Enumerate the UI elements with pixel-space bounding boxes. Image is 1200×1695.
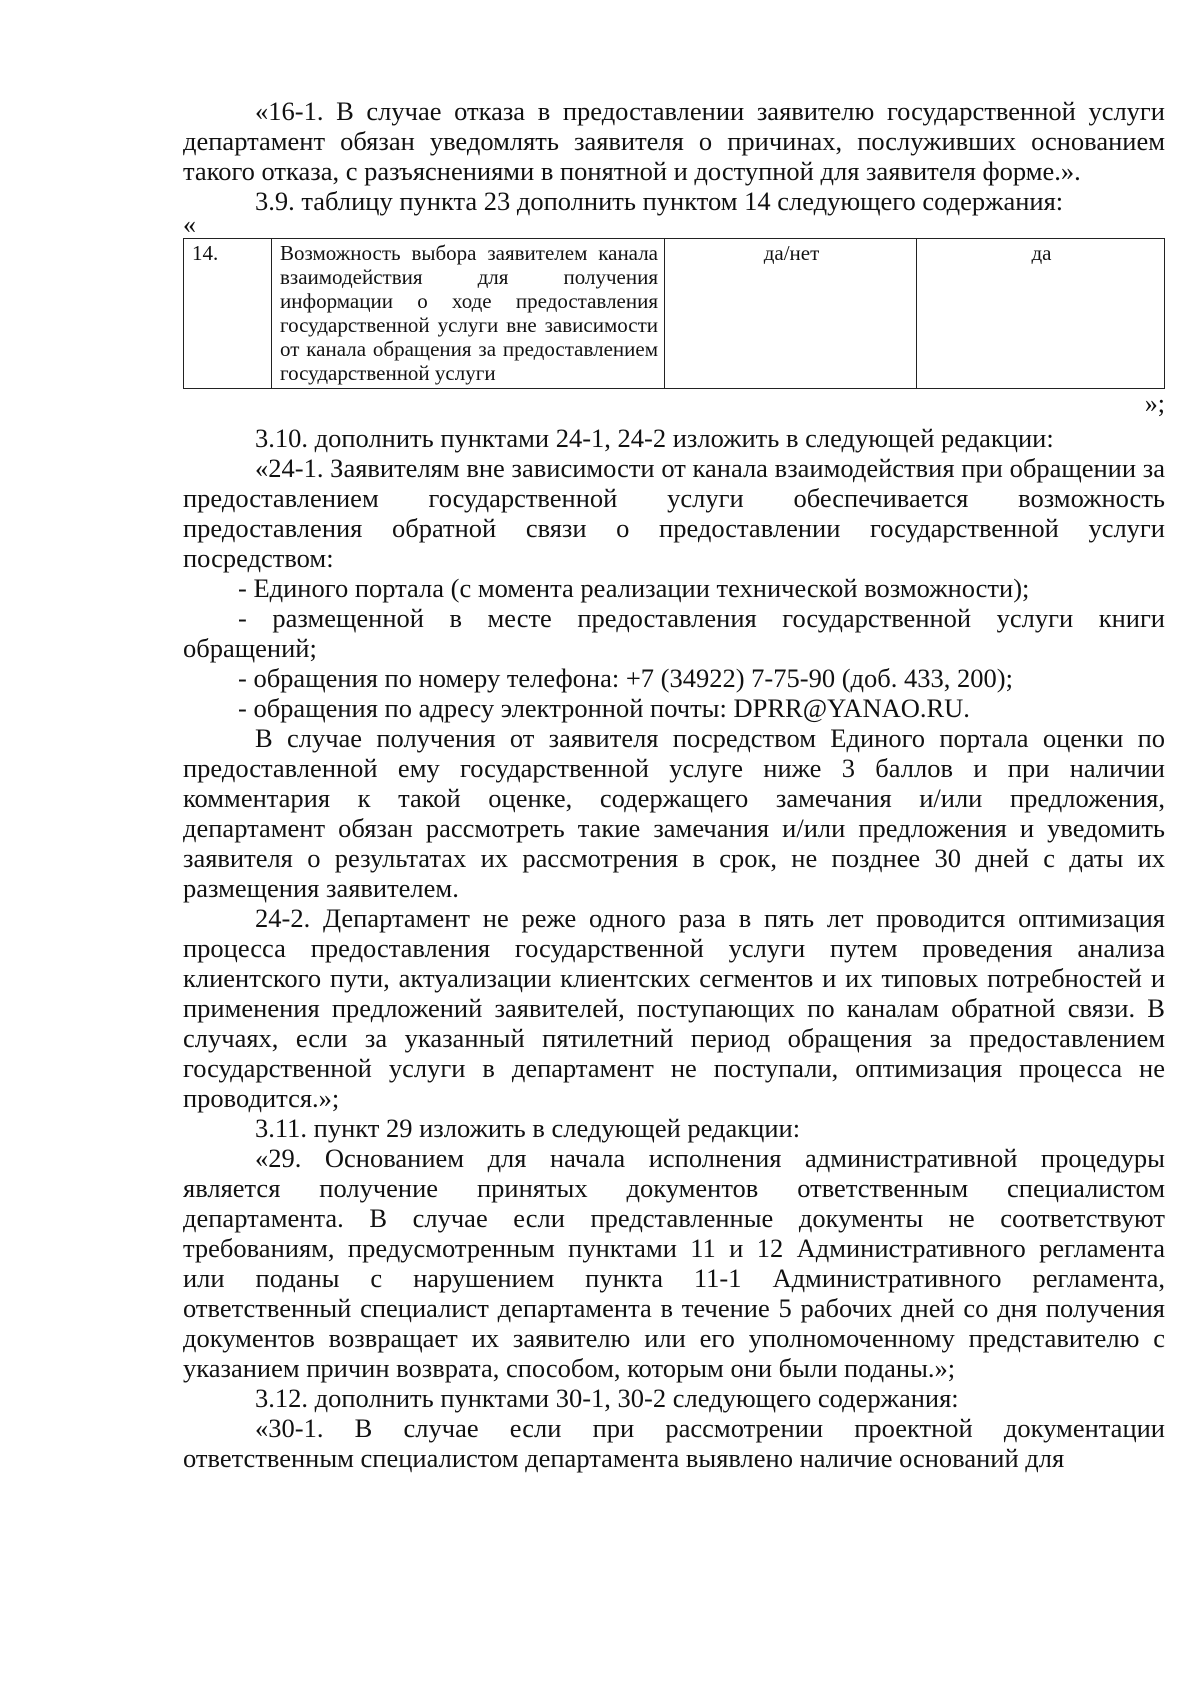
table-cell-number: 14.	[184, 239, 272, 389]
table-cell-description: Возможность выбора заявителем канала взаимодействия для получения информации о ходе предоставления государственной услуги вне зависимости от канала обращения за предоставлением государственной услуги	[272, 239, 665, 389]
list-item-portal: - Единого портала (с момента реализации технической возможности);	[238, 573, 1030, 603]
quote-close-mark: »;	[1144, 389, 1165, 418]
paragraph-3-9: 3.9. таблицу пункта 23 дополнить пунктом 14 следующего содержания:	[255, 186, 1064, 216]
paragraph-30-1: «30-1. В случае если при рассмотрении проектной документации ответственным специалистом департамента выявлено наличие оснований для	[183, 1413, 1165, 1473]
paragraph-24-1: «24-1. Заявителям вне зависимости от канала взаимодействия при обращении за предоставлением государственной услуги обеспечивается возможность предоставления обратной связи о предоставлении государственной услуги посредством:	[183, 453, 1165, 573]
list-item-email: - обращения по адресу электронной почты: DPRR@YANAO.RU.	[238, 693, 970, 723]
paragraph-24-2: 24-2. Департамент не реже одного раза в пять лет проводится оптимизация процесса предоставления государственной услуги путем проведения анализа клиентского пути, актуализации клиентских сегментов и их типовых потребностей и применения предложений заявителей, поступающих по каналам обратной связи. В случаях, если за указанный пятилетний период обращения за предоставлением государственной услуги в департамент не поступали, оптимизация процесса не проводится.»;	[183, 903, 1165, 1113]
list-item-book: - размещенной в месте предоставления государственной услуги книги обращений;	[183, 603, 1165, 663]
quote-open-mark: «	[183, 210, 196, 239]
paragraph-rating: В случае получения от заявителя посредством Единого портала оценки по предоставленной ему государственной услуге ниже 3 баллов и при наличии комментария к такой оценке, содержащего замечания и/или предложения, департамент обязан рассмотреть такие замечания и/или предложения и уведомить заявителя о результатах их рассмотрения в срок, не позднее 30 дней с даты их размещения заявителем.	[183, 723, 1165, 903]
paragraph-3-12: 3.12. дополнить пунктами 30-1, 30-2 следующего содержания:	[255, 1383, 959, 1413]
paragraph-3-11: 3.11. пункт 29 изложить в следующей редакции:	[255, 1113, 801, 1143]
list-item-phone: - обращения по номеру телефона: +7 (34922) 7-75-90 (доб. 433, 200);	[238, 663, 1013, 693]
document-body	[183, 96, 1165, 1473]
paragraph-16-1: «16-1. В случае отказа в предоставлении заявителю государственной услуги департамент обязан уведомлять заявителя о причинах, послуживших основанием такого отказа, с разъяснениями в понятной и доступной для заявителя форме.».	[183, 96, 1165, 186]
table-item-14	[183, 238, 1165, 389]
table-cell-value: да	[917, 239, 1165, 389]
paragraph-3-10: 3.10. дополнить пунктами 24-1, 24-2 изложить в следующей редакции:	[255, 423, 1054, 453]
table-cell-unit: да/нет	[665, 239, 917, 389]
table-row	[184, 239, 1165, 389]
paragraph-29: «29. Основанием для начала исполнения административной процедуры является получение принятых документов ответственным специалистом департамента. В случае если представленные документы не соответствуют требованиям, предусмотренным пунктами 11 и 12 Административного регламента или поданы с нарушением пункта 11-1 Административного регламента, ответственный специалист департамента в течение 5 рабочих дней со дня получения документов возвращает их заявителю или его уполномоченному представителю с указанием причин возврата, способом, которым они были поданы.»;	[183, 1143, 1165, 1383]
